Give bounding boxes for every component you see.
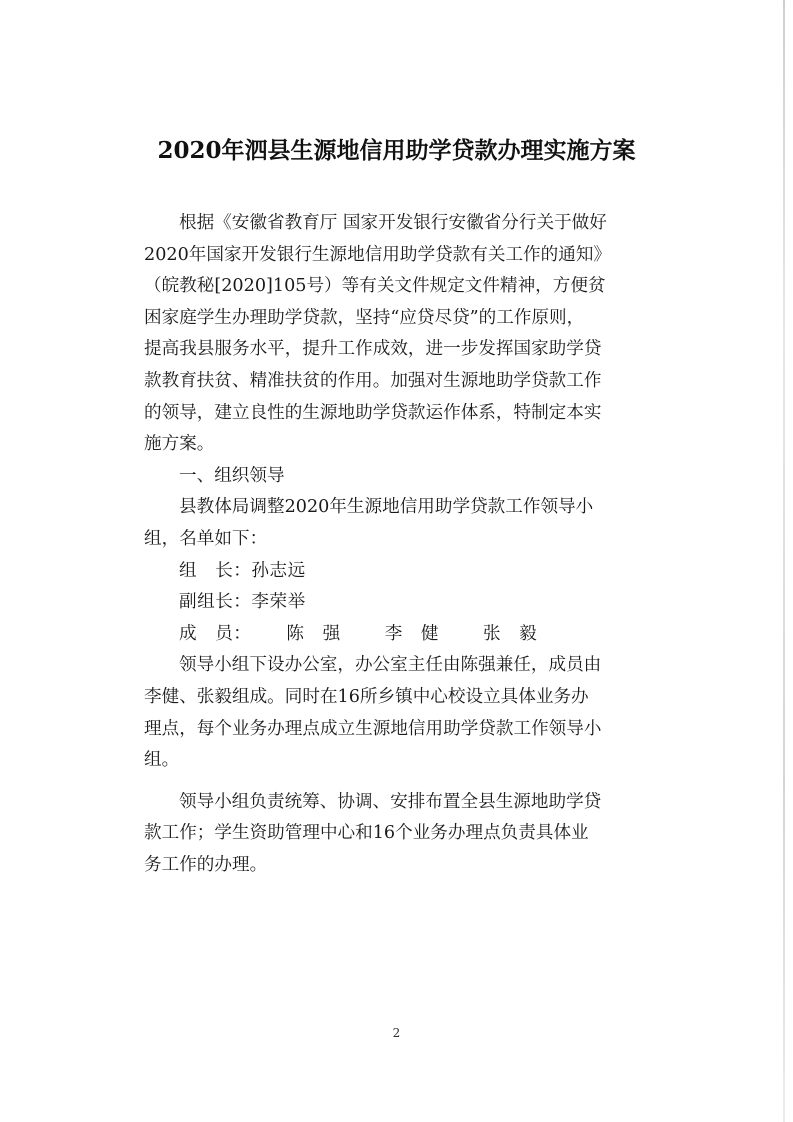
intro-line: 施方案。 xyxy=(144,434,215,455)
office-line: 领导小组下设办公室，办公室主任由陈强兼任，成员由 xyxy=(179,655,602,676)
intro-line: 困家庭学生办理助学贷款，坚持“应贷尽贷”的工作原则， xyxy=(144,307,585,328)
document-title: 2020年泗县生源地信用助学贷款办理实施方案 xyxy=(157,137,636,164)
document-body xyxy=(144,208,664,881)
members-line xyxy=(144,619,664,651)
scan-edge-shadow xyxy=(783,0,785,1122)
member-name: 李 健 xyxy=(384,623,439,644)
office-line: 组。 xyxy=(144,750,180,771)
member-name: 张 毅 xyxy=(482,623,538,644)
intro-line: 2020年国家开发银行生源地信用助学贷款有关工作的通知》 xyxy=(144,244,612,265)
intro-line: 提高我县服务水平，提升工作成效，进一步发挥国家助学贷 xyxy=(144,339,602,360)
member-name: 陈 强 xyxy=(286,623,341,644)
group-line: 县教体局调整2020年生源地信用助学贷款工作领导小 xyxy=(179,497,594,518)
intro-line: 的领导，建立良性的生源地助学贷款运作体系，特制定本实 xyxy=(144,402,602,423)
duty-line: 务工作的办理。 xyxy=(144,854,268,875)
leader-line: 组 长：孙志远 xyxy=(179,560,306,581)
intro-line: 根据《安徽省教育厅 国家开发银行安徽省分行关于做好 xyxy=(179,213,607,233)
duty-line: 领导小组负责统筹、协调、安排布置全县生源地助学贷 xyxy=(179,791,602,812)
intro-line: （皖教秘[2020]105号）等有关文件规定文件精神，方便贫 xyxy=(144,276,606,297)
intro-line: 款教育扶贫、精准扶贫的作用。加强对生源地助学贷款工作 xyxy=(144,370,602,391)
section-heading: 一、组织领导 xyxy=(179,465,285,486)
deputy-leader-line: 副组长：李荣举 xyxy=(179,592,306,613)
duty-line: 款工作；学生资助管理中心和16个业务办理点负责具体业 xyxy=(144,823,589,844)
page-number: 2 xyxy=(392,1026,401,1040)
office-line: 理点，每个业务办理点成立生源地信用助学贷款工作领导小 xyxy=(144,718,602,739)
group-line: 组，名单如下： xyxy=(144,528,268,549)
office-line: 李健、张毅组成。同时在16所乡镇中心校设立具体业务办 xyxy=(144,686,589,707)
members-label: 成 员： xyxy=(179,623,252,644)
